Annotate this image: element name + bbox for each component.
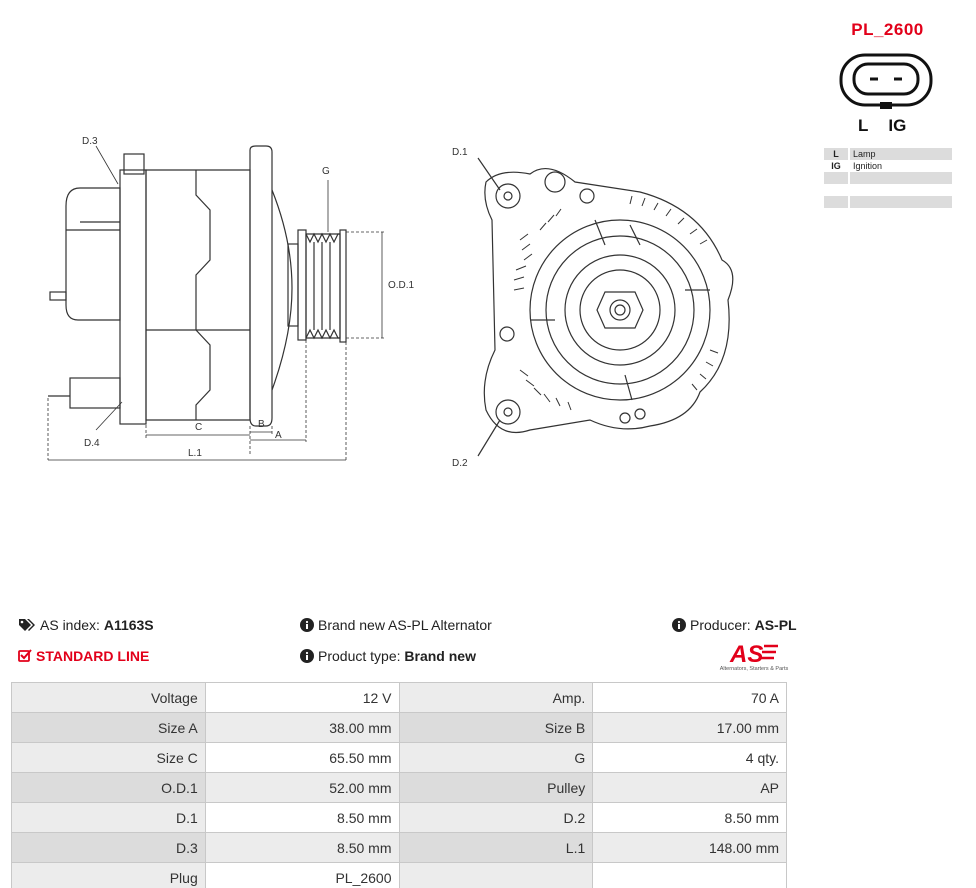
standard-line-badge: STANDARD LINE	[18, 648, 149, 664]
label-c: C	[195, 422, 203, 433]
plug-pin-labels	[858, 116, 928, 136]
product-description: Brand new AS-PL Alternator	[300, 617, 492, 633]
spec-row	[12, 773, 787, 803]
spec-label: Pulley	[399, 773, 593, 803]
spec-label: G	[399, 743, 593, 773]
plug-housing	[70, 378, 120, 408]
spec-value: 70 A	[593, 683, 787, 713]
spec-value: PL_2600	[205, 863, 399, 888]
legend-row	[824, 172, 952, 184]
spec-label: Size B	[399, 713, 593, 743]
checkbox-checked-icon	[18, 649, 32, 663]
spec-label: D.1	[12, 803, 206, 833]
rear-cover	[66, 188, 120, 320]
alternator-technical-drawing	[0, 130, 820, 480]
svg-text:AS: AS	[730, 641, 764, 668]
spec-value: 8.50 mm	[205, 803, 399, 833]
label-od1: O.D.1	[388, 280, 415, 291]
as-index: AS index: A1163S	[18, 617, 154, 633]
spec-label: Plug	[12, 863, 206, 888]
spec-label: L.1	[399, 833, 593, 863]
label-d3: D.3	[82, 136, 98, 147]
pulley	[306, 234, 340, 338]
label-a: A	[275, 430, 282, 441]
info-icon	[672, 618, 686, 632]
as-index-value: A1163S	[103, 617, 154, 633]
spec-value: 17.00 mm	[593, 713, 787, 743]
pin-legend	[824, 148, 952, 208]
label-d2: D.2	[452, 458, 468, 469]
rear-stud	[50, 292, 66, 300]
product-type: Product type: Brand new	[300, 648, 476, 664]
info-icon	[300, 649, 314, 663]
svg-text:Alternators, Starters & Parts: Alternators, Starters & Parts	[719, 666, 789, 672]
spec-label: Voltage	[12, 683, 206, 713]
rear-housing	[120, 170, 146, 424]
spec-row	[12, 833, 787, 863]
spec-label: Size A	[12, 713, 206, 743]
producer: Producer: AS-PL	[672, 617, 797, 633]
pin-label-ig: IG	[888, 116, 907, 135]
pin-label-l: L	[858, 116, 869, 135]
front-housing	[250, 146, 272, 426]
spec-row	[12, 683, 787, 713]
spec-value: 12 V	[205, 683, 399, 713]
spec-value: AP	[593, 773, 787, 803]
front-view	[478, 158, 733, 456]
spec-value: 4 qty.	[593, 743, 787, 773]
producer-value: AS-PL	[754, 617, 797, 633]
spec-value: 52.00 mm	[205, 773, 399, 803]
spec-row	[12, 863, 787, 888]
spec-value: 8.50 mm	[205, 833, 399, 863]
tags-icon	[18, 618, 36, 632]
product-type-value: Brand new	[404, 648, 476, 664]
spec-label: O.D.1	[12, 773, 206, 803]
spec-label: Size C	[12, 743, 206, 773]
plug-code: PL_2600	[851, 20, 924, 39]
label-b: B	[258, 419, 265, 430]
spec-label: Amp.	[399, 683, 593, 713]
label-g: G	[322, 166, 330, 177]
specification-table	[11, 682, 787, 888]
spec-row	[12, 803, 787, 833]
spec-value: 148.00 mm	[593, 833, 787, 863]
legend-row	[824, 184, 952, 196]
label-d1: D.1	[452, 147, 468, 158]
spec-label	[399, 863, 593, 888]
spec-label: D.3	[12, 833, 206, 863]
spec-value	[593, 863, 787, 888]
spec-row	[12, 743, 787, 773]
spec-label: D.2	[399, 803, 593, 833]
spec-row	[12, 713, 787, 743]
stator	[146, 170, 250, 420]
as-pl-logo	[716, 640, 792, 672]
spec-value: 65.50 mm	[205, 743, 399, 773]
label-l1: L.1	[188, 448, 202, 459]
spec-value: 8.50 mm	[593, 803, 787, 833]
info-icon	[300, 618, 314, 632]
spec-value: 38.00 mm	[205, 713, 399, 743]
legend-row: L Lamp	[824, 148, 952, 160]
label-d4: D.4	[84, 438, 100, 449]
legend-row: IG Ignition	[824, 160, 952, 172]
legend-row	[824, 196, 952, 208]
plug-connector-icon	[838, 52, 934, 110]
